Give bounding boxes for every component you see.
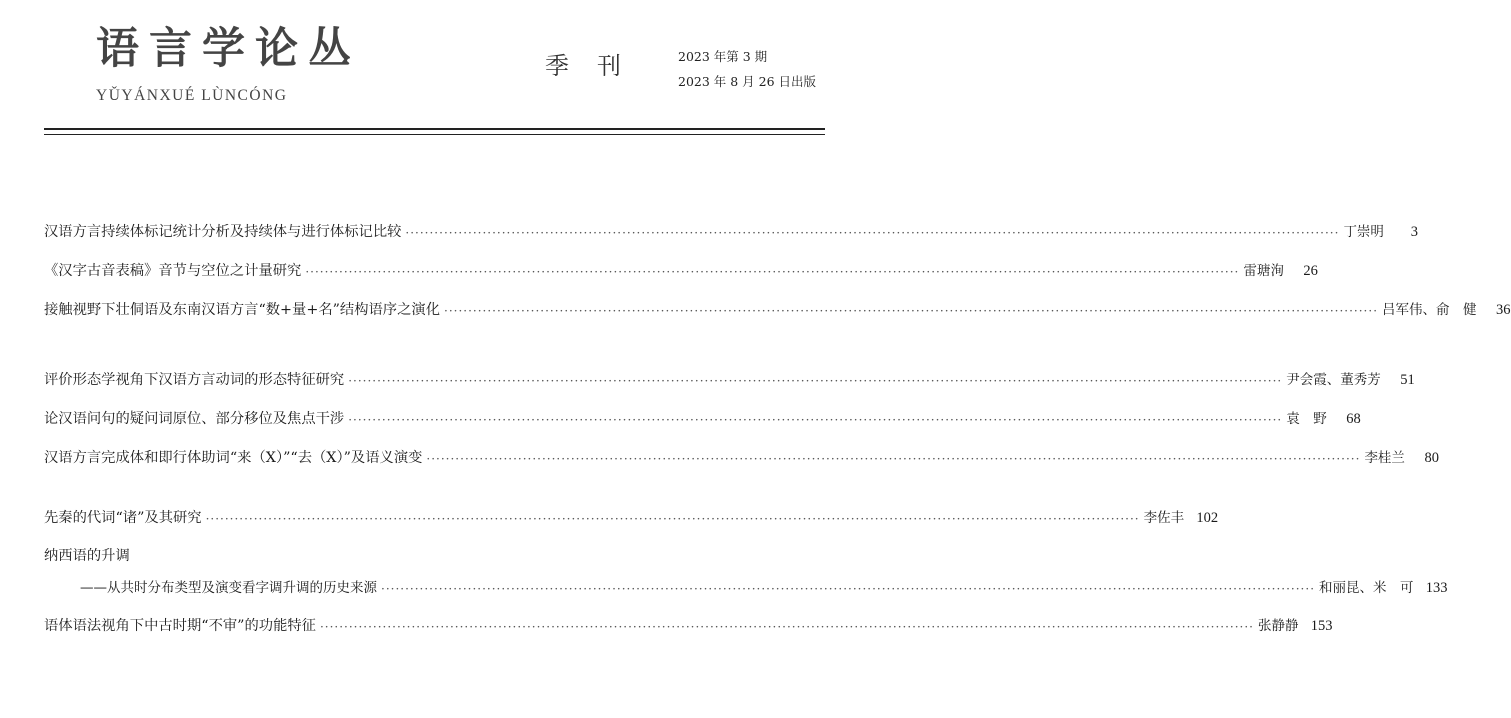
toc-entry[interactable]: [44, 368, 1415, 392]
page-number: 80: [1424, 450, 1439, 466]
toc-entry[interactable]: [44, 298, 1511, 322]
leader-dots: [444, 300, 1378, 322]
article-author: 李桂兰: [1364, 450, 1405, 466]
page-number: 26: [1303, 263, 1318, 279]
page-number: 68: [1346, 411, 1361, 427]
leader-dots: [348, 409, 1282, 431]
article-author: 吕军伟、俞 健: [1382, 302, 1477, 318]
leader-dots: [320, 616, 1254, 638]
article-title: 先秦的代词“诸”及其研究: [44, 510, 202, 526]
leader-dots: [381, 578, 1315, 600]
toc-entry[interactable]: [44, 220, 1418, 244]
page-number: 36: [1496, 302, 1511, 318]
toc-entry[interactable]: [44, 446, 1439, 470]
publication-date: 2023 年 8 月 26 日出版: [678, 74, 817, 89]
article-title: 语体语法视角下中古时期“不审”的功能特征: [44, 618, 316, 634]
toc-entry[interactable]: [44, 259, 1318, 283]
leader-dots: [305, 261, 1239, 283]
page-number: 153: [1310, 618, 1333, 634]
article-author: 丁崇明: [1343, 224, 1384, 240]
article-title: 汉语方言完成体和即行体助词“来（X）”“去（X）”及语义演变: [44, 450, 423, 466]
article-author: 雷瑭洵: [1243, 263, 1284, 279]
article-author: 张静静: [1257, 618, 1299, 634]
article-title: 评价形态学视角下汉语方言动词的形态特征研究: [44, 372, 345, 388]
leader-dots: [348, 370, 1282, 392]
article-title: 论汉语问句的疑问词原位、部分移位及焦点干涉: [44, 411, 345, 427]
article-author: 尹会霞、董秀芳: [1286, 372, 1381, 388]
article-subtitle: ——从共时分布类型及演变看字调升调的历史来源: [80, 580, 377, 596]
article-title: 接触视野下壮侗语及东南汉语方言“数+量+名”结构语序之演化: [44, 302, 440, 318]
toc-entry[interactable]: [44, 407, 1361, 431]
toc-entry[interactable]: [44, 506, 1219, 530]
divider-thick: [44, 128, 825, 130]
leader-dots: [426, 448, 1360, 470]
leader-dots: [405, 222, 1339, 244]
journal-title: 语言学论丛: [96, 24, 361, 74]
article-author: 李佐丰: [1143, 510, 1185, 526]
issue-number: 2023 年第 3 期: [678, 49, 768, 64]
article-title: 纳西语的升调: [44, 548, 130, 564]
leader-dots: [206, 508, 1140, 530]
toc-entry-subtitle[interactable]: [44, 576, 1448, 600]
article-title: 《汉字古音表稿》音节与空位之计量研究: [44, 263, 302, 279]
journal-frequency: 季刊: [545, 52, 649, 80]
article-title: 汉语方言持续体标记统计分析及持续体与进行体标记比较: [44, 224, 402, 240]
toc-entry-title-only[interactable]: [44, 544, 819, 568]
article-author: 和丽昆、米 可: [1319, 580, 1414, 596]
page-number: 3: [1410, 224, 1418, 240]
page-number: 102: [1196, 510, 1219, 526]
journal-pinyin: YǓYÁNXUÉ LÙNCÓNG: [96, 87, 288, 104]
article-author: 袁 野: [1286, 411, 1327, 427]
divider-thin: [44, 134, 825, 135]
issue-info: [678, 44, 816, 94]
page-number: 133: [1425, 580, 1448, 596]
toc-entry[interactable]: [44, 614, 1333, 638]
page-number: 51: [1400, 372, 1415, 388]
